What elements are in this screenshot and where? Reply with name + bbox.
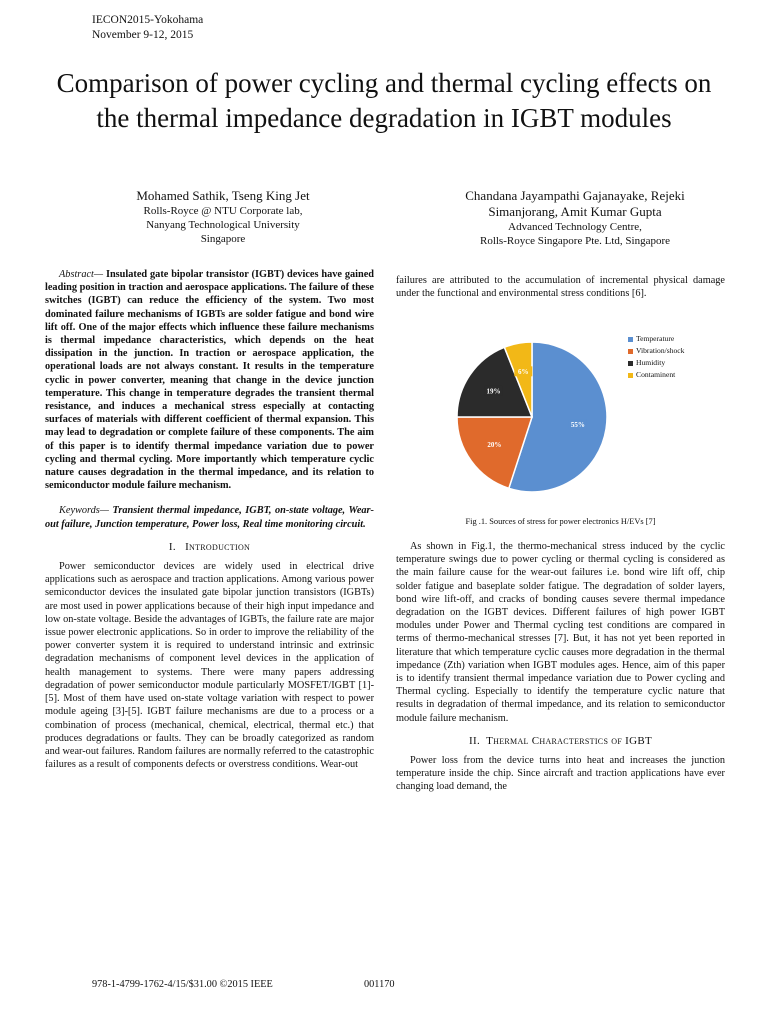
section-2-number: II. bbox=[469, 734, 480, 747]
conference-name: IECON2015-Yokohama bbox=[92, 14, 204, 26]
right-column-body bbox=[396, 540, 725, 794]
footer-page-number: 001170 bbox=[364, 979, 395, 990]
author-names-2: Chandana Jayampathi Gajanayake, Rejeki Simanjorang, Amit Kumar Gupta bbox=[465, 188, 685, 219]
footer-copyright: 978-1-4799-1762-4/15/$31.00 ©2015 IEEE bbox=[92, 979, 273, 990]
keywords bbox=[45, 504, 374, 530]
keywords-label: Keywords— bbox=[59, 505, 109, 517]
legend-label: Temperature bbox=[636, 334, 675, 343]
pie-data-label-3: 6% bbox=[518, 368, 529, 377]
right-top-text: failures are attributed to the accumulation of incremental physical damage under the functional and environmental stress conditions [6]. bbox=[396, 275, 725, 300]
figure-caption: Fig .1. Sources of stress for power electronics H/EVs [7] bbox=[465, 517, 656, 526]
abstract-text: Insulated gate bipolar transistor (IGBT) devices have gained leading position in traction and aerospace applications. The failure of these switches (IGBT) can reduce the efficiency of the system. Two most dominated failure mechanisms of IGBTs are solder fatigue and bond wire lift off. One of the major effects which influence these failure mechanisms is thermal impedance characteristics, which depends on the heat dissipation in the junction. In traction or aerospace application, the operational loads are not always constant. It results in the temperature cyclic in power converter, meaning that change in the device junction temperature. This change in temperature degrades the transient thermal resistance, and induces a mechanical stress especially at contacting surfaces of materials with different coefficient of thermal expansion. This may lead to degradation or complete failure of these components. The aim of this paper is to identify thermal impedance variation due to power cycling and thermal cycling. More importantly which temperature cyclic nature causes degradation in the thermal impedance, and its relation to semiconductor module failure mechanism. bbox=[45, 269, 374, 492]
author-block-1 bbox=[88, 188, 358, 246]
legend-label: Contaminent bbox=[636, 370, 676, 379]
legend-item-humidity bbox=[628, 357, 684, 369]
section-1-number: I. bbox=[168, 540, 176, 553]
legend-swatch bbox=[628, 349, 633, 354]
pie-data-label-1: 20% bbox=[487, 441, 502, 450]
pie-data-label-0: 55% bbox=[570, 421, 585, 430]
section-1-heading bbox=[45, 541, 374, 554]
pie-data-label-2: 19% bbox=[486, 387, 501, 396]
abstract bbox=[45, 268, 374, 492]
section-2-heading bbox=[396, 735, 725, 748]
legend-label: Vibration/shock bbox=[636, 346, 685, 355]
legend-item-vibration-shock bbox=[628, 345, 684, 357]
keywords-text: Transient thermal impedance, IGBT, on-state voltage, Wear-out failure, Junction temperature, Power loss, Real time monitoring circuit. bbox=[45, 505, 374, 530]
author-affil-1a: Rolls-Royce @ NTU Corporate lab, bbox=[143, 205, 303, 217]
author-block-2 bbox=[410, 188, 740, 248]
legend-item-temperature bbox=[628, 333, 684, 345]
author-affil-2a: Advanced Technology Centre, bbox=[508, 221, 642, 233]
right-paragraph-1: As shown in Fig.1, the thermo-mechanical stress induced by the cyclic temperature swings due to power cycling or thermal cycling is considered as the main failure cause for the wear-out failures i.e. bond wire lift off, chip solder fatigue and baseplate solder fatigue. The degradation of solder layers, bond wire lift-off, and cracks of bonding causes severe thermal impedance degradation on the IGBT devices. Different failures of high power IGBT modules under Power and Thermal cycling test conditions are compared in terms of thermo-mechanical stresses [7]. But, it has not yet been reported in literature that which temperature cyclic causes more degradation in the thermal impedance (Zth) variation when IGBT modules ages. Hence, aim of this paper is to identify transient thermal impedance variation due to Power cycling and Thermal cycling. Especially to identify the temperature cyclic nature that results in degradation of thermal impedance, and its relation to semiconductor module failure mechanism. bbox=[396, 541, 725, 724]
abstract-label: Abstract— bbox=[59, 269, 104, 280]
chart-legend bbox=[628, 333, 684, 381]
legend-swatch bbox=[628, 373, 633, 378]
section-2-title: Thermal Characterstics of IGBT bbox=[486, 734, 652, 747]
section-1-body: Power semiconductor devices are widely used in electrical drive applications such as aerospace and traction applications. Among various power semiconductor devices the insulated gate bipolar junction transistors (IGBTs) are most used in power applications because of their high input impedance and low on-state voltage. Beside the advantages of IGBTs, the failure rate are major issue power electronic applications. So in order to improve the reliability of the power converter system it is required to understand intrinsic and extrinsic degradation mechanisms of component level devices in the application of health management to systems. There were many papers addressing degradation of power semiconductor module particularly MOSFET/IGBT [1]-[5]. Most of them have used on-state voltage variation with respect to power module ageing [3]-[5]. IGBT failure mechanisms are due to a process or a combination of process (mechanical, chemical, electrical, thermal etc.) that produces degradations or faults. They can be broadly categorized as random and wear-out failures. Random failures are normally referred to the catastrophic failures as a result of components defects or overstress conditions. Wear-out bbox=[45, 561, 374, 771]
left-column bbox=[45, 268, 374, 771]
legend-label: Humidity bbox=[636, 358, 666, 367]
legend-swatch bbox=[628, 361, 633, 366]
author-affil-2b: Rolls-Royce Singapore Pte. Ltd, Singapore bbox=[479, 235, 671, 247]
section-2-body: Power loss from the device turns into heat and increases the junction temperature inside the chip. Since aircraft and traction applications have ever changing load demand, the bbox=[396, 755, 725, 793]
paper-title: Comparison of power cycling and thermal cycling effects on the thermal impedance degradation in IGBT modules bbox=[56, 68, 712, 133]
author-affil-1b: Nanyang Technological University bbox=[146, 219, 300, 231]
author-names-1: Mohamed Sathik, Tseng King Jet bbox=[136, 188, 310, 203]
section-1-title: Introduction bbox=[185, 540, 251, 553]
author-affil-1c: Singapore bbox=[200, 233, 246, 245]
legend-swatch bbox=[628, 337, 633, 342]
legend-item-contaminent bbox=[628, 369, 684, 381]
conference-dates: November 9-12, 2015 bbox=[92, 29, 194, 41]
conference-header bbox=[92, 13, 203, 43]
right-column-top bbox=[396, 274, 725, 300]
